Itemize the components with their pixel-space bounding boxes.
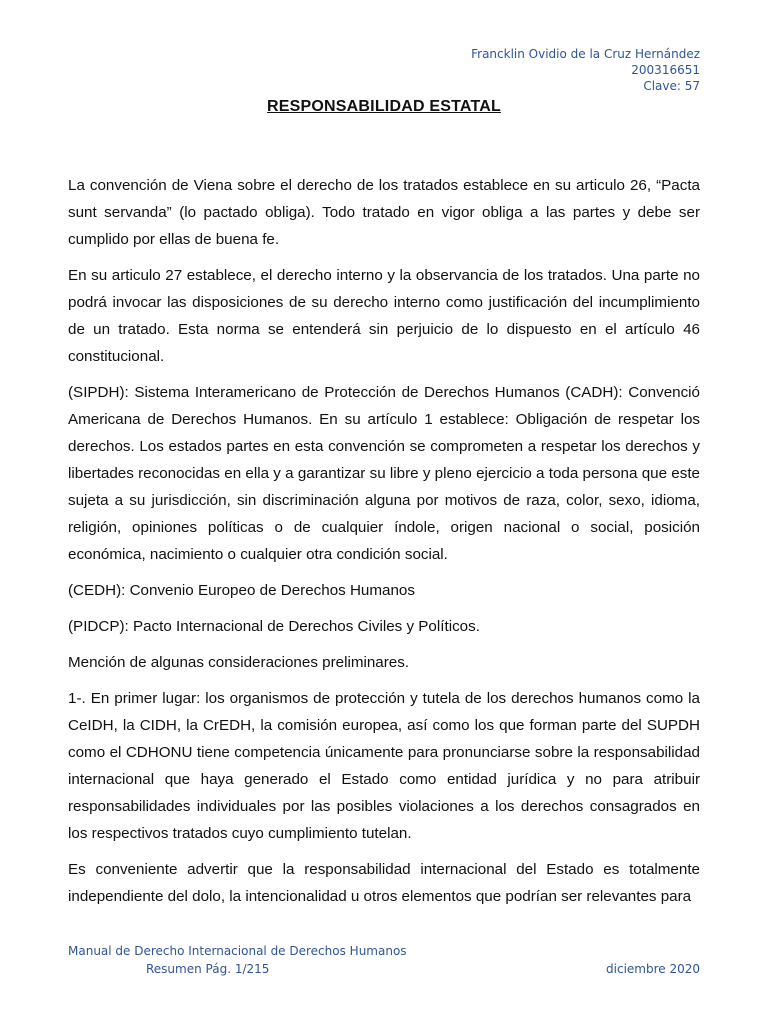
paragraph: Mención de algunas consideraciones preliminares. xyxy=(68,654,410,671)
footer-page-number: Resumen Pág. 1/215 xyxy=(146,962,270,976)
student-id: 200316651 xyxy=(631,63,700,77)
paragraph: (SIPDH): Sistema Interamericano de Protección de Derechos Humanos (CADH): Convenció Americana de Derechos Humanos. En su artículo 1 establece: Obligación de respetar los derechos. Los estados partes en esta convención se comprometen a respetar los derechos y libertades reconocidas en ella y a garantizar su libre y pleno ejercicio a toda persona que este sujeta a su jurisdicción, sin discriminación alguna por motivos de raza, color, sexo, idioma, religión, opiniones políticas o de cualquier índole, origen nacional o social, posición económica, nacimiento o cualquier otra condición social. xyxy=(68,384,700,563)
document-title: RESPONSABILIDAD ESTATAL xyxy=(267,98,501,115)
paragraph: En su articulo 27 establece, el derecho interno y la observancia de los tratados. Una parte no podrá invocar las disposiciones de su derecho interno como justificación del incumplimiento de un tratado. Esta norma se entenderá sin perjuicio de lo dispuesto en el artículo 46 constitucional. xyxy=(68,267,700,365)
document-body xyxy=(68,172,700,919)
paragraph: 1-. En primer lugar: los organismos de protección y tutela de los derechos humanos como la CeIDH, la CIDH, la CrEDH, la comisión europea, así como los que forman parte del SUPDH como el CDHONU tiene competencia únicamente para pronunciarse sobre la responsabilidad internacional que haya generado el Estado como entidad jurídica y no para atribuir responsabilidades individuales por las posibles violaciones a los derechos consagrados en los respectivos tratados cuyo cumplimiento tutelan. xyxy=(68,690,700,842)
author-header xyxy=(471,46,700,94)
clave-label: Clave: 57 xyxy=(643,79,700,93)
paragraph: Es conveniente advertir que la responsabilidad internacional del Estado es totalmente independiente del dolo, la intencionalidad u otros elementos que podrían ser relevantes para xyxy=(68,861,700,905)
paragraph: (CEDH): Convenio Europeo de Derechos Humanos xyxy=(68,582,415,599)
paragraph: (PIDCP): Pacto Internacional de Derechos Civiles y Políticos. xyxy=(68,618,480,635)
footer-date: diciembre 2020 xyxy=(606,962,700,976)
author-name: Francklin Ovidio de la Cruz Hernández xyxy=(471,47,700,61)
paragraph: La convención de Viena sobre el derecho de los tratados establece en su articulo 26, “Pacta sunt servanda” (lo pactado obliga). Todo tratado en vigor obliga a las partes y debe ser cumplido por ellas de buena fe. xyxy=(68,177,700,248)
footer-book-title: Manual de Derecho Internacional de Derechos Humanos xyxy=(68,944,407,958)
